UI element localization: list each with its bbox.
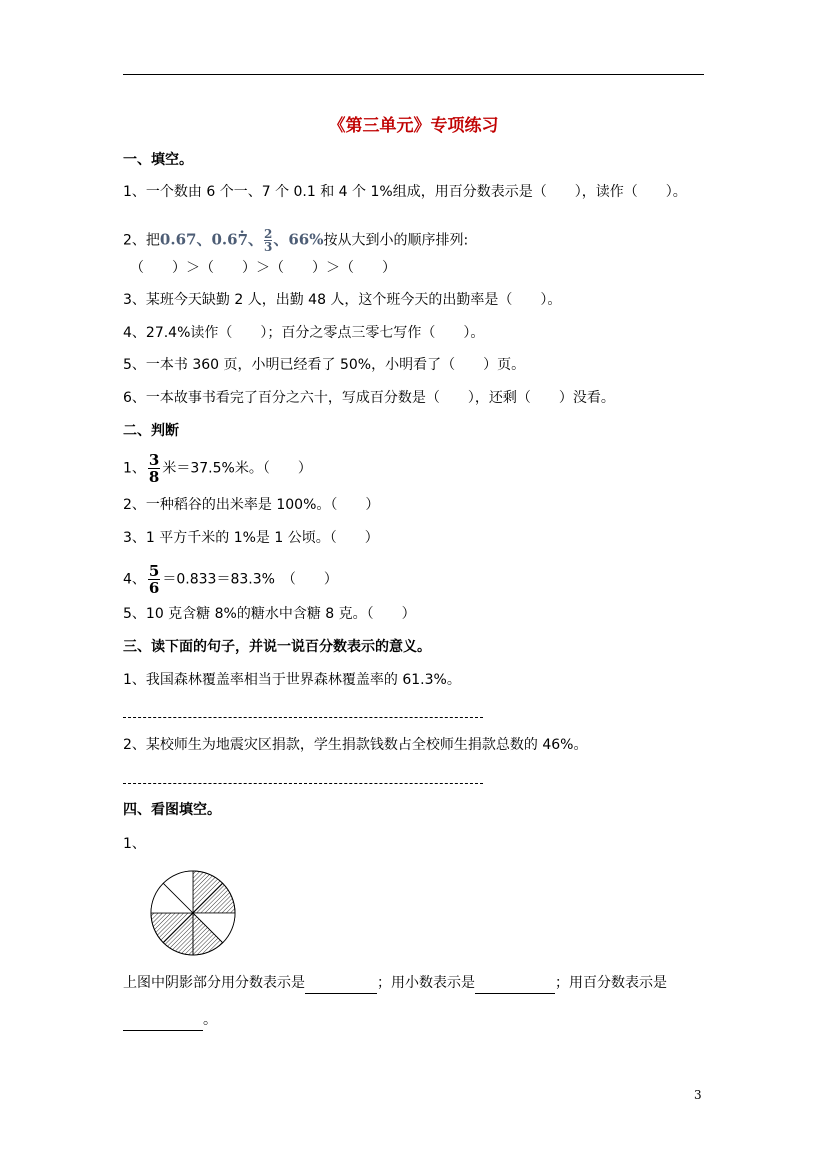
section-1-heading: 一、填空。 bbox=[123, 152, 193, 168]
s1-question-3: 3、某班今天缺勤 2 人，出勤 48 人，这个班今天的出勤率是（ ）。 bbox=[123, 292, 562, 308]
fraction-numerator: 3 bbox=[148, 451, 160, 469]
seq-part-c: 、 bbox=[248, 230, 264, 249]
s1-q2-prefix: 2、把 bbox=[123, 232, 160, 249]
answer-line-2[interactable] bbox=[123, 783, 483, 784]
s4-text-c: ；用百分数表示是 bbox=[555, 975, 667, 991]
s1-question-4: 4、27.4%读作（ ）；百分之零点三零七写作（ ）。 bbox=[123, 325, 485, 341]
s4-text-a: 上图中阴影部分用分数表示是 bbox=[123, 975, 305, 991]
number-sequence bbox=[160, 228, 324, 253]
s3-question-2: 2、某校师生为地震灾区捐款，学生捐款钱数占全校师生捐款总数的 46%。 bbox=[123, 737, 588, 753]
s2-question-1 bbox=[123, 452, 312, 485]
s3-question-1: 1、我国森林覆盖率相当于世界森林覆盖率的 61.3%。 bbox=[123, 672, 461, 688]
s2-question-2: 2、一种稻谷的出米率是 100%。（ ） bbox=[123, 497, 380, 513]
s1-question-1: 1、一个数由 6 个一、7 个 0.1 和 4 个 1%组成，用百分数表示是（ ），读作（ ）。 bbox=[123, 184, 687, 200]
seq-part-d: 、66% bbox=[273, 230, 324, 249]
seq-fraction bbox=[264, 228, 272, 253]
section-4-heading: 四、看图填空。 bbox=[123, 802, 221, 818]
s2-q4-suffix: ＝0.833＝83.3% （ ） bbox=[162, 571, 338, 588]
percent-answer-blank[interactable] bbox=[123, 1010, 203, 1031]
fraction-answer-blank[interactable] bbox=[305, 973, 377, 994]
s2-question-5: 5、10 克含糖 8%的糖水中含糖 8 克。（ ） bbox=[123, 606, 416, 622]
s4-question-1-label: 1、 bbox=[123, 836, 146, 852]
page-number: 3 bbox=[694, 1088, 702, 1102]
s2-q1-prefix: 1、 bbox=[123, 460, 146, 477]
s1-question-2 bbox=[123, 228, 468, 253]
s4-question-1-text-cont bbox=[123, 1010, 217, 1031]
seq-fraction-numerator: 2 bbox=[264, 227, 273, 241]
fraction-denominator: 8 bbox=[148, 468, 160, 486]
s2-q1-suffix: 米＝37.5%米。（ ） bbox=[162, 460, 312, 477]
fraction-5-6 bbox=[148, 563, 160, 596]
fraction-denominator: 6 bbox=[148, 579, 160, 597]
page-title: 《第三单元》专项练习 bbox=[328, 116, 499, 136]
s1-question-2-order: （ ）＞（ ）＞（ ）＞（ ） bbox=[130, 260, 396, 276]
section-3-heading: 三、读下面的句子，并说一说百分数表示的意义。 bbox=[123, 639, 431, 655]
pie-slices bbox=[151, 871, 235, 955]
header-rule bbox=[123, 74, 704, 75]
s1-q2-suffix: 按从大到小的顺序排列: bbox=[323, 232, 469, 249]
fraction-numerator: 5 bbox=[148, 562, 160, 580]
answer-line-1[interactable] bbox=[123, 717, 483, 718]
fraction-3-8 bbox=[148, 452, 160, 485]
s2-q4-prefix: 4、 bbox=[123, 571, 146, 588]
s4-text-d: 。 bbox=[203, 1012, 217, 1028]
section-2-heading: 二、判断 bbox=[123, 423, 179, 439]
decimal-answer-blank[interactable] bbox=[475, 973, 555, 994]
s2-question-3: 3、1 平方千米的 1%是 1 公顷。（ ） bbox=[123, 530, 379, 546]
s2-question-4 bbox=[123, 563, 338, 596]
s4-text-b: ；用小数表示是 bbox=[377, 975, 475, 991]
pie-figure bbox=[150, 870, 236, 956]
s4-question-1-text bbox=[123, 973, 667, 994]
s1-question-5: 5、一本书 360 页，小明已经看了 50%，小明看了（ ）页。 bbox=[123, 357, 526, 373]
repeating-digit: . 7 bbox=[238, 230, 248, 250]
seq-part-a: 0.67、0.6 bbox=[159, 230, 238, 249]
s1-question-6: 6、一本故事书看完了百分之六十，写成百分数是（ ），还剩（ ）没看。 bbox=[123, 390, 615, 406]
seq-fraction-denominator: 3 bbox=[264, 240, 273, 254]
